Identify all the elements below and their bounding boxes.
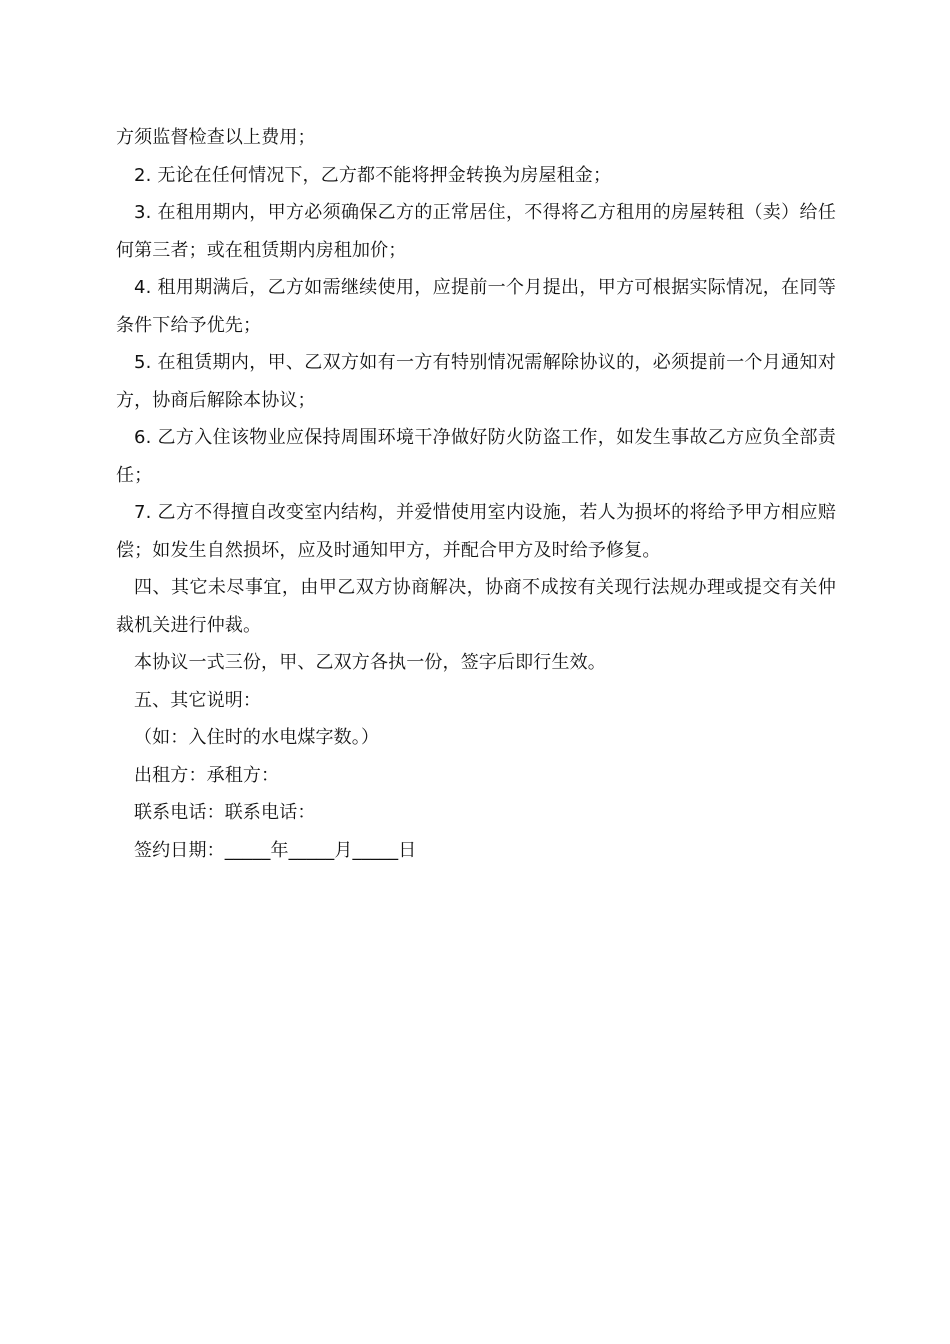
paragraph-clause-3: 3. 在租用期内，甲方必须确保乙方的正常居住，不得将乙方租用的房屋转租（卖）给任何第三者；或在租赁期内房租加价；: [116, 202, 836, 261]
paragraph-copies-statement: 本协议一式三份，甲、乙双方各执一份，签字后即行生效。: [134, 652, 606, 673]
paragraph-clause-6: 6. 乙方入住该物业应保持周围环境干净做好防火防盗工作，如发生事故乙方应负全部责任；: [116, 427, 836, 486]
paragraph-section-four: 四、其它未尽事宜，由甲乙双方协商解决，协商不成按有关现行法规办理或提交有关仲裁机关进行仲裁。: [116, 577, 836, 636]
paragraph-clause-2: 2. 无论在任何情况下，乙方都不能将押金转换为房屋租金；: [134, 164, 612, 186]
paragraph-contact-phone-line: 联系电话：联系电话：: [134, 802, 316, 823]
paragraph-clause-7: 7. 乙方不得擅自改变室内结构，并爱惜使用室内设施，若人为损坏的将给予甲方相应赔偿；如发生自然损坏，应及时通知甲方，并配合甲方及时给予修复。: [116, 502, 836, 561]
document-body: [116, 119, 836, 869]
paragraph-parties-signature-line: 出租方：承租方：: [134, 764, 280, 786]
paragraph-clause-5: 5. 在租赁期内，甲、乙双方如有一方有特别情况需解除协议的，必须提前一个月通知对方，协商后解除本协议；: [116, 352, 836, 411]
paragraph-section-five-title: 五、其它说明：: [134, 689, 262, 711]
paragraph-clause-4: 4. 租用期满后，乙方如需继续使用，应提前一个月提出，甲方可根据实际情况，在同等条件下给予优先；: [116, 277, 836, 336]
paragraph-signing-date-line: 签约日期：_____年_____月_____日: [134, 839, 417, 861]
paragraph-continued-fee-supervision: 方须监督检查以上费用；: [116, 127, 316, 148]
paragraph-other-notes-example: （如：入住时的水电煤字数。）: [134, 727, 380, 748]
